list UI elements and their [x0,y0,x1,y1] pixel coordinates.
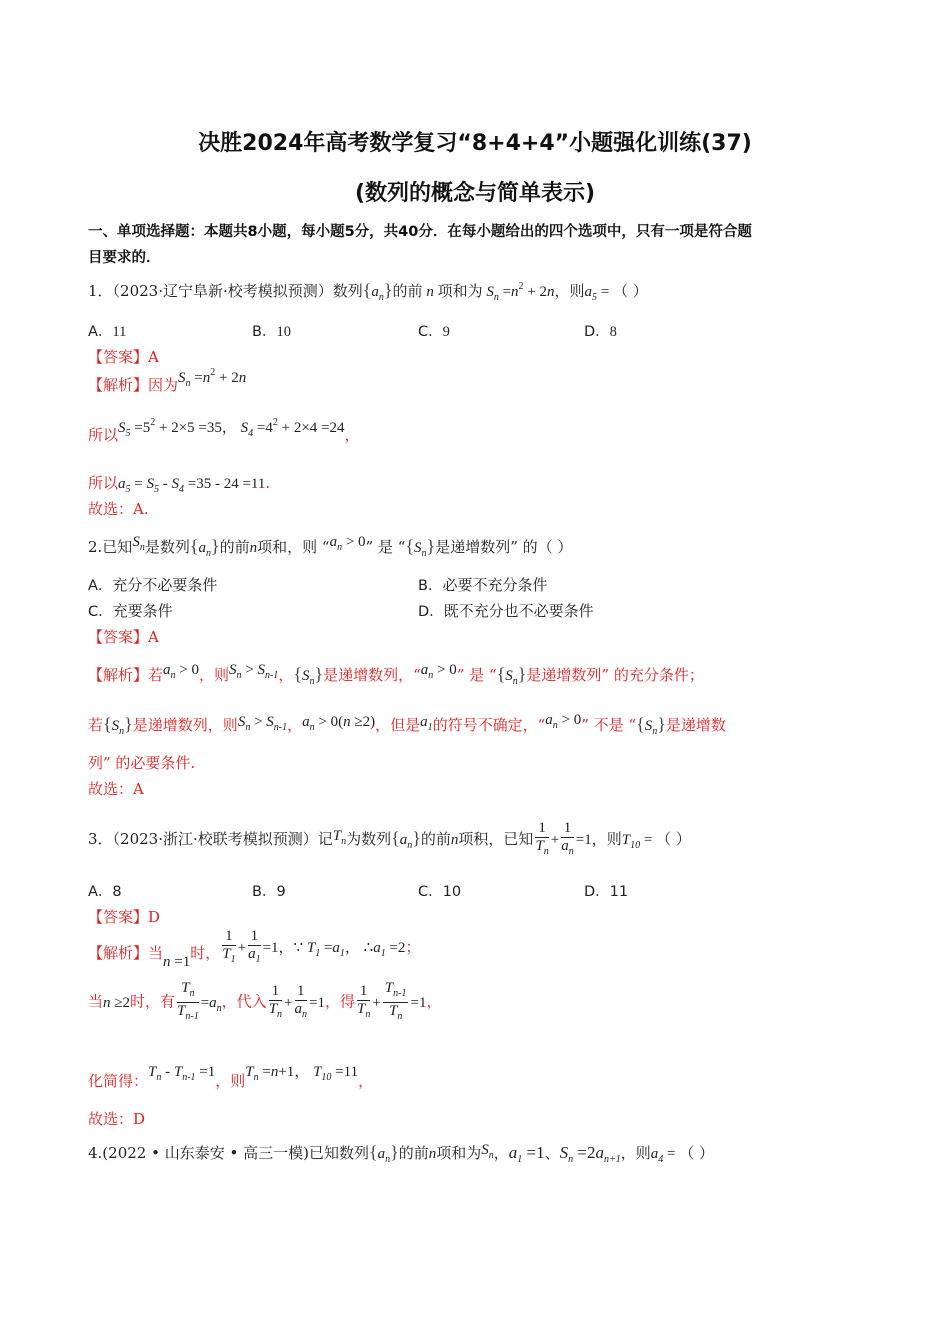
q2-analysis-line3: 列” 的必要条件. [88,754,196,772]
q3-conclusion: 故选：D [88,1110,146,1128]
q2-option-c[interactable]: C．充要条件 [88,602,173,620]
q1-analysis-line2: 所以$S_5 =5^2 + 2\times 5 =35$， $S_4 =4^2 + 2\times 4 =24$， [88,417,360,444]
q1-option-d[interactable]: D．8 [584,324,617,340]
section-heading-line1: 一、单项选择题：本题共8小题，每小题5分，共40分．在每小题给出的四个选项中，只有一项是符合题 [88,224,752,240]
q2-analysis-line1: 【解析】若$a_n > 0$，则$S_n > S_{n-1}$，$\{S_n\}$是递增数列，“$a_n > 0$” 是 “$\{S_n\}$是递增数列” 的充分条件； [88,662,704,687]
q3-option-c[interactable]: C．10 [418,884,462,900]
question-3-stem: 3．（2023·浙江·校联考模拟预测）记$T_n$为数列$\{a_n\}$的前n项积，已知 $\frac{1}{T_n}$ + $\frac{1}{a_n}$ =1，则$T_{10}$ = （ ） [88,820,691,857]
q3-analysis-line2: 当n ≥2时，有 $\frac{T_n}{T_{n-1}}$ $=a_n$，代入 $\frac{1}{T_n}$ + $\frac{1}{a_n}$ =1，得 $\frac{1}{T_n}$ + $\frac{T_{n-1}}{T_n}$ =1， [88,980,442,1022]
q1-analysis-line1: 【解析】因为$S_n =n^2 + 2n$ [88,367,247,394]
q3-analysis-line1: 【解析】当n =1时， $\frac{1}{T_1}$ + $\frac{1}{a_1}$ =1，∵ $T_1 =a_1$， $\therefore a_1 =2$； [88,928,421,970]
q3-option-a[interactable]: A．8 [88,884,122,900]
q1-answer: 【答案】A [88,348,159,366]
q2-option-a[interactable]: A．充分不必要条件 [88,576,218,594]
q2-conclusion: 故选：A [88,780,144,798]
section-heading-line2: 目要求的． [88,250,161,266]
q3-option-b[interactable]: B．9 [252,884,286,900]
q3-analysis-line3: 化简得：$T_n - T_{n-1} =1$，则$T_n =n+1$， $T_{10} =11$， [88,1062,374,1090]
q1-conclusion: 故选：A. [88,500,149,518]
q2-option-d[interactable]: D．既不充分也不必要条件 [418,602,594,620]
q1-option-a[interactable]: A．11 [88,324,127,340]
page-title-line2: (数列的概念与简单表示) [354,181,596,206]
page-title-line1: 决胜2024年高考数学复习“8+4+4”小题强化训练(37) [198,131,752,156]
question-4-stem: 4.(2022 • 山东泰安 • 高三一模)已知数列$\{a_n\}$的前n项和为$S_n$，$a_1 =1$、$S_n =2a_{n+1}$，则$a_4$ = （ ） [88,1142,715,1165]
question-1-stem: 1．（2023·辽宁阜新·校考模拟预测）数列$\{a_n\}$的前 n 项和为 $S_n =n^2 + 2n$，则$a_5$ = （ ） [88,280,648,303]
question-2-stem: 2.已知$S_n$是数列$\{a_n\}$的前n项和，则 “$a_n > 0$” 是 “$\{S_n\}$是递增数列” 的（ ） [88,534,573,559]
q3-option-d[interactable]: D．11 [584,884,629,900]
q3-answer: 【答案】D [88,908,161,926]
q1-option-b[interactable]: B．10 [252,324,291,340]
q1-option-c[interactable]: C．9 [418,324,450,340]
q2-analysis-line2: 若$\{S_n\}$是递增数列，则$S_n > S_{n-1}$，$a_n > 0(n \ge 2)$，但是$a_1$的符号不确定，“$a_n > 0$” 不是 “$\{S_n\}$是递增数 [88,712,726,737]
q2-option-b[interactable]: B．必要不充分条件 [418,576,548,594]
q2-answer: 【答案】A [88,628,159,646]
q1-analysis-line3: 所以$a_5 = S_5 - S_4 =35 - 24 =11$. [88,474,271,495]
